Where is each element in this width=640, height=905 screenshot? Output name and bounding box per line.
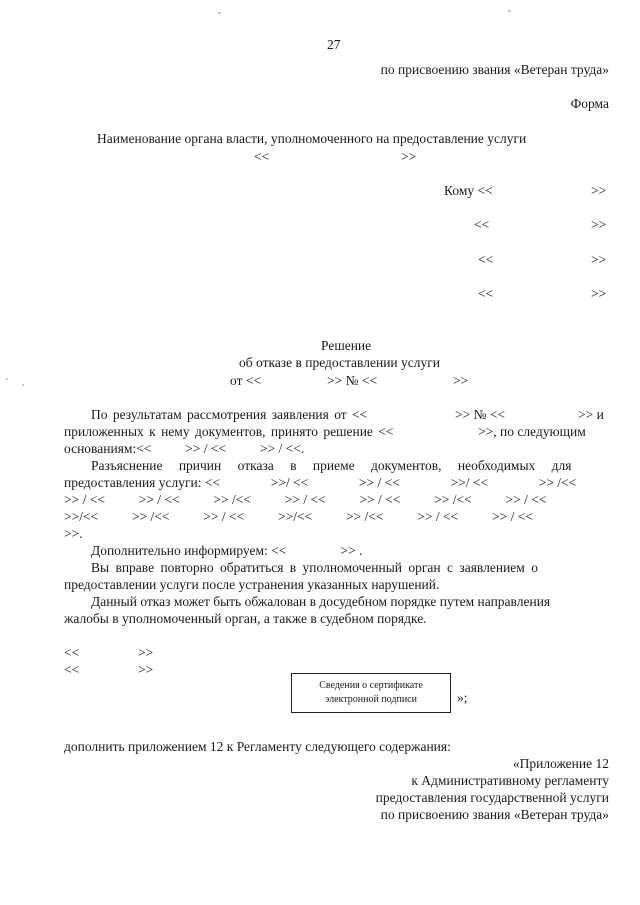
cert-line2: электронной подписи — [325, 694, 417, 705]
recipient-close-1: >> — [591, 183, 607, 198]
p4-line1: Вы вправе повторно обратиться в уполномоченный орган с заявлением о — [91, 560, 538, 575]
p4-line2: предоставлении услуги после устранения указанных нарушений. — [64, 577, 440, 592]
appendix-line2: к Административному регламенту — [411, 773, 609, 788]
p2-line3: >> / << >> / << >> /<< >> / << >> / << >> /<< >> / << — [64, 492, 547, 507]
signature-row2-close: >> — [138, 662, 154, 677]
p1-line2-b: >>, по следующим — [478, 424, 586, 439]
amendment-line: дополнить приложением 12 к Регламенту следующего содержания: — [64, 739, 451, 754]
decision-end: >> — [453, 373, 469, 388]
p2-line5: >>. — [64, 526, 83, 541]
scan-speck — [22, 384, 24, 386]
recipient-open-4: << — [478, 286, 494, 301]
signature-row2-open: << — [64, 662, 80, 677]
scan-speck — [6, 378, 8, 380]
appendix-line4: по присвоению звания «Ветеран труда» — [380, 807, 609, 822]
cert-line1: Сведения о сертификате — [319, 680, 423, 691]
p2-line2: предоставления услуги: << >>/ << >> / << >>/ << >> /<< — [64, 475, 577, 490]
decision-from: от << — [230, 373, 262, 388]
recipient-to-label: Кому << — [444, 183, 493, 198]
recipient-close-3: >> — [591, 252, 607, 267]
signature-row1-close: >> — [138, 645, 154, 660]
recipient-open-3: << — [478, 252, 494, 267]
authority-placeholder-open: << — [254, 149, 270, 164]
p1-line2-a: приложенных к нему документов, принято решение << — [64, 424, 394, 439]
decision-title: Решение — [321, 338, 372, 353]
recipient-close-2: >> — [591, 217, 607, 232]
decision-number: >> № << — [327, 373, 378, 388]
p3-additional-info: Дополнительно информируем: << >> . — [91, 543, 363, 558]
authority-title: Наименование органа власти, уполномоченного на предоставление услуги — [97, 131, 527, 146]
recipient-close-4: >> — [591, 286, 607, 301]
decision-subtitle: об отказе в предоставлении услуги — [239, 355, 441, 370]
page-number: 27 — [327, 37, 341, 52]
header-reference: по присвоению звания «Ветеран труда» — [380, 62, 609, 77]
scan-speck — [218, 12, 221, 14]
p1-line1-a: По результатам рассмотрения заявления от << — [91, 407, 368, 422]
appendix-line3: предоставления государственной услуги — [375, 790, 609, 805]
p2-line1: Разъяснение причин отказа в приеме документов, необходимых для — [91, 458, 572, 473]
authority-placeholder-close: >> — [401, 149, 417, 164]
p2-line4: >>/<< >> /<< >> / << >>/<< >> /<< >> / << >> / << — [64, 509, 533, 524]
signature-tail: »; — [457, 690, 468, 705]
p1-line3: основаниям:<< >> / << >> / <<. — [64, 441, 305, 456]
p1-line1-c: >> и — [578, 407, 604, 422]
signature-certificate-box — [291, 673, 451, 713]
recipient-open-2: << — [474, 217, 490, 232]
p1-line1-b: >> № << — [455, 407, 506, 422]
form-label: Форма — [570, 96, 609, 111]
signature-row1-open: << — [64, 645, 80, 660]
p5-line2: жалобы в уполномоченный орган, а также в судебном порядке. — [64, 611, 427, 626]
p5-line1: Данный отказ может быть обжалован в досудебном порядке путем направления — [91, 594, 551, 609]
appendix-line1: «Приложение 12 — [512, 756, 609, 771]
scan-speck — [508, 10, 511, 12]
